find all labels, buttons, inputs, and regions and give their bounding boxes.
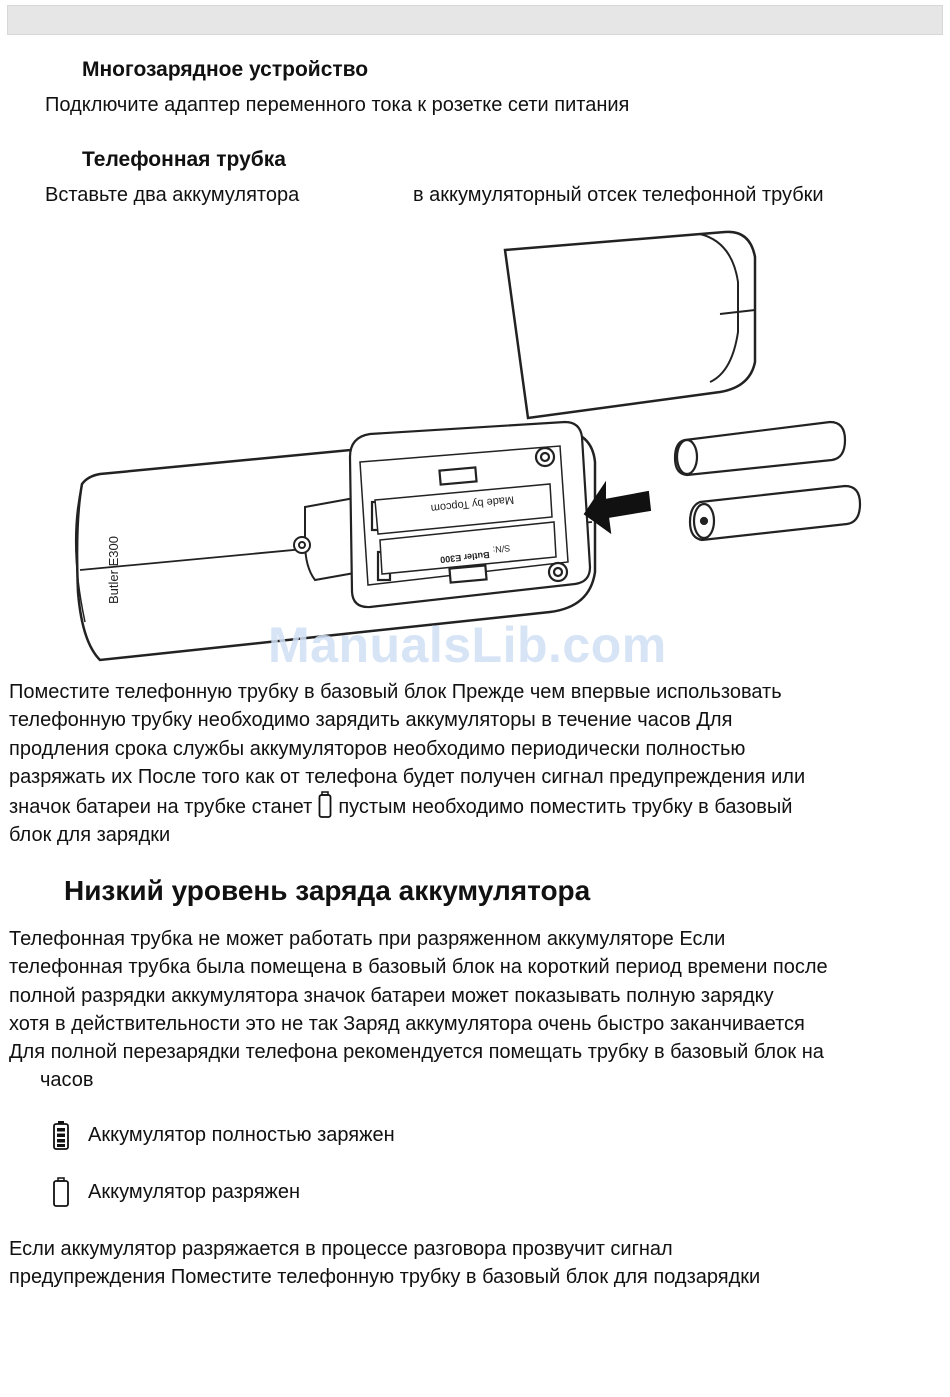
page-header-bar (7, 5, 943, 35)
battery-full-row (52, 1120, 395, 1150)
battery-empty-row (52, 1177, 300, 1207)
text-line: телефонную трубку необходимо зарядить аккумуляторы в течение часов Для (9, 709, 733, 732)
text-line: значок батареи на трубке станет пустым необходимо поместить трубку в базовый (9, 791, 944, 821)
battery-empty-label: Аккумулятор разряжен (88, 1180, 301, 1203)
battery-cell-top (675, 422, 845, 475)
battery-cover (505, 232, 755, 418)
battery-cell-bottom (690, 486, 860, 540)
paragraph-warning (9, 1235, 944, 1292)
text-line: продления срока службы аккумуляторов необходимо периодически полностью (9, 737, 746, 760)
text-line: Поместите телефонную трубку в базовый блок Прежде чем впервые использовать (9, 681, 782, 703)
handset-instruction-right: в аккумуляторный отсек телефонной трубки (413, 184, 824, 206)
battery-full-label: Аккумулятор полностью заряжен (88, 1123, 395, 1146)
empty-battery-icon (318, 791, 332, 819)
text-line: хотя в действительности это не так Заряд аккумулятора очень быстро заканчивается (9, 1012, 805, 1035)
text-line: разряжать их После того как от телефона будет получен сигнал предупреждения или (9, 765, 806, 788)
text-line: Если аккумулятор разряжается в процессе разговора прозвучит сигнал (9, 1238, 673, 1260)
text-line: Телефонная трубка не может работать при разряженном аккумуляторе Если (9, 928, 726, 950)
text-line: полной разрядки аккумулятора значок батареи может показывать полную зарядку (9, 984, 774, 1007)
text-line: часов (40, 1069, 94, 1092)
text-line: Для полной перезарядки телефона рекомендуется помещать трубку в базовый блок на (9, 1041, 824, 1064)
charger-instruction: Подключите адаптер переменного тока к розетке сети питания (45, 94, 630, 116)
full-battery-icon (52, 1120, 70, 1150)
paragraph-charging (9, 678, 944, 850)
section-title-low-battery: Низкий уровень заряда аккумулятора (64, 875, 591, 906)
text-line: предупреждения Поместите телефонную трубку в базовый блок для подзарядки (9, 1266, 761, 1289)
made-by-label: Made by Topcom (430, 493, 515, 514)
watermark: ManualsLib.com (268, 617, 667, 673)
serial-label: S/N: (492, 542, 511, 555)
handset-battery-illustration (60, 222, 890, 667)
paragraph-low-battery (9, 925, 944, 1095)
battery-compartment (350, 422, 590, 607)
empty-battery-icon (52, 1177, 70, 1207)
section-title-charger: Многозарядное устройство (82, 58, 369, 81)
section-title-handset: Телефонная трубка (82, 148, 286, 171)
handset-instruction-left: Вставьте два аккумулятора (45, 184, 300, 206)
text-line: телефонная трубка была помещена в базовый блок на короткий период времени после (9, 956, 828, 979)
model-label: Butler E300 (439, 549, 491, 565)
text-line: блок для зарядки (9, 824, 171, 847)
handset-brand-label: Butler E300 (106, 536, 121, 604)
